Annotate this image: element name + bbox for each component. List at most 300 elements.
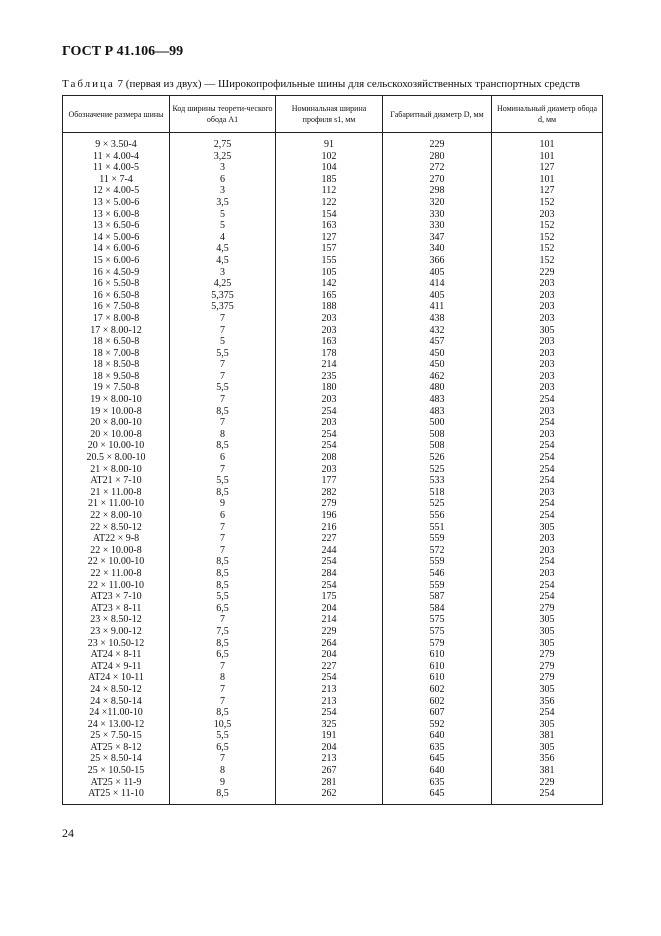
cell-overall-diameter: 438 [383, 313, 492, 325]
table-row [63, 753, 603, 765]
cell-tire-size: AT24 × 8-11 [63, 649, 170, 661]
document-header: ГОСТ Р 41.106—99 [62, 44, 184, 59]
cell-overall-diameter: 579 [383, 638, 492, 650]
cell-section-width: 165 [276, 290, 383, 302]
cell-section-width: 254 [276, 440, 383, 452]
cell-section-width: 104 [276, 162, 383, 174]
table-row [63, 510, 603, 522]
cell-rim-width-code: 4,5 [170, 255, 276, 267]
table-row [63, 742, 603, 754]
cell-section-width: 203 [276, 313, 383, 325]
cell-tire-size: 24 × 8.50-14 [63, 696, 170, 708]
table-row [63, 359, 603, 371]
table-row [63, 232, 603, 244]
cell-section-width: 102 [276, 151, 383, 163]
cell-tire-size: AT23 × 8-11 [63, 603, 170, 615]
cell-section-width: 264 [276, 638, 383, 650]
cell-rim-diameter: 203 [492, 348, 603, 360]
cell-section-width: 122 [276, 197, 383, 209]
table-row [63, 452, 603, 464]
cell-section-width: 204 [276, 649, 383, 661]
cell-rim-width-code: 9 [170, 498, 276, 510]
cell-section-width: 208 [276, 452, 383, 464]
cell-rim-diameter: 305 [492, 684, 603, 696]
cell-rim-width-code: 8 [170, 672, 276, 684]
cell-rim-width-code: 6,5 [170, 742, 276, 754]
cell-rim-width-code: 8,5 [170, 580, 276, 592]
cell-rim-diameter: 229 [492, 777, 603, 789]
cell-section-width: 254 [276, 580, 383, 592]
table-row [63, 719, 603, 731]
cell-overall-diameter: 272 [383, 162, 492, 174]
cell-overall-diameter: 347 [383, 232, 492, 244]
cell-section-width: 254 [276, 707, 383, 719]
table-row [63, 568, 603, 580]
cell-rim-width-code: 7 [170, 417, 276, 429]
table-caption-label: Таблица [62, 78, 115, 90]
cell-rim-width-code: 6 [170, 452, 276, 464]
cell-overall-diameter: 518 [383, 487, 492, 499]
cell-section-width: 105 [276, 267, 383, 279]
cell-tire-size: 22 × 10.00-10 [63, 556, 170, 568]
table-row [63, 498, 603, 510]
cell-section-width: 142 [276, 278, 383, 290]
table-row [63, 336, 603, 348]
cell-rim-diameter: 254 [492, 580, 603, 592]
cell-tire-size: 11 × 7-4 [63, 174, 170, 186]
table-row [63, 661, 603, 673]
cell-overall-diameter: 280 [383, 151, 492, 163]
cell-rim-width-code: 9 [170, 777, 276, 789]
cell-rim-diameter: 279 [492, 603, 603, 615]
table-row [63, 672, 603, 684]
table-row [63, 545, 603, 557]
cell-section-width: 284 [276, 568, 383, 580]
cell-tire-size: AT21 × 7-10 [63, 475, 170, 487]
cell-rim-diameter: 254 [492, 464, 603, 476]
cell-rim-width-code: 10,5 [170, 719, 276, 731]
header-rim-width-code: Код ширины теорети-ческого обода A1 [170, 96, 276, 133]
cell-tire-size: AT22 × 9-8 [63, 533, 170, 545]
cell-overall-diameter: 508 [383, 429, 492, 441]
cell-section-width: 155 [276, 255, 383, 267]
cell-rim-width-code: 4,25 [170, 278, 276, 290]
cell-overall-diameter: 330 [383, 209, 492, 221]
cell-rim-diameter: 279 [492, 649, 603, 661]
cell-overall-diameter: 320 [383, 197, 492, 209]
cell-rim-width-code: 7 [170, 464, 276, 476]
table-caption-text: 7 (первая из двух) — Широкопрофильные шины для сельскохозяйственных транспортных средств [114, 78, 580, 90]
cell-rim-diameter: 203 [492, 371, 603, 383]
table-row [63, 197, 603, 209]
table-row [63, 591, 603, 603]
cell-rim-width-code: 5 [170, 209, 276, 221]
cell-tire-size: AT25 × 8-12 [63, 742, 170, 754]
table-row [63, 267, 603, 279]
cell-rim-diameter: 254 [492, 556, 603, 568]
cell-section-width: 282 [276, 487, 383, 499]
cell-rim-diameter: 152 [492, 232, 603, 244]
cell-section-width: 178 [276, 348, 383, 360]
cell-section-width: 127 [276, 232, 383, 244]
cell-tire-size: 20 × 10.00-8 [63, 429, 170, 441]
table-row [63, 777, 603, 789]
cell-tire-size: 25 × 8.50-14 [63, 753, 170, 765]
cell-overall-diameter: 533 [383, 475, 492, 487]
cell-tire-size: 18 × 8.50-8 [63, 359, 170, 371]
cell-rim-diameter: 203 [492, 406, 603, 418]
cell-rim-diameter: 152 [492, 255, 603, 267]
cell-rim-diameter: 203 [492, 336, 603, 348]
cell-tire-size: 20 × 8.00-10 [63, 417, 170, 429]
cell-overall-diameter: 450 [383, 348, 492, 360]
cell-rim-diameter: 203 [492, 382, 603, 394]
cell-overall-diameter: 572 [383, 545, 492, 557]
cell-rim-width-code: 3 [170, 162, 276, 174]
table-row [63, 151, 603, 163]
cell-section-width: 157 [276, 243, 383, 255]
cell-overall-diameter: 640 [383, 730, 492, 742]
cell-tire-size: 21 × 11.00-8 [63, 487, 170, 499]
cell-overall-diameter: 405 [383, 290, 492, 302]
cell-rim-diameter: 229 [492, 267, 603, 279]
cell-section-width: 203 [276, 325, 383, 337]
cell-tire-size: 22 × 10.00-8 [63, 545, 170, 557]
cell-tire-size: 11 × 4.00-5 [63, 162, 170, 174]
cell-section-width: 112 [276, 185, 383, 197]
table-row [63, 696, 603, 708]
cell-rim-diameter: 203 [492, 290, 603, 302]
cell-rim-width-code: 4 [170, 232, 276, 244]
cell-rim-diameter: 152 [492, 197, 603, 209]
cell-rim-width-code: 8,5 [170, 568, 276, 580]
cell-rim-diameter: 203 [492, 545, 603, 557]
table-row [63, 382, 603, 394]
cell-rim-width-code: 5,5 [170, 348, 276, 360]
cell-tire-size: 16 × 6.50-8 [63, 290, 170, 302]
cell-overall-diameter: 500 [383, 417, 492, 429]
cell-rim-diameter: 203 [492, 359, 603, 371]
cell-tire-size: 24 × 13.00-12 [63, 719, 170, 731]
cell-overall-diameter: 559 [383, 533, 492, 545]
table-row [63, 162, 603, 174]
table-row [63, 464, 603, 476]
cell-section-width: 244 [276, 545, 383, 557]
cell-tire-size: 25 × 7.50-15 [63, 730, 170, 742]
cell-tire-size: 23 × 10.50-12 [63, 638, 170, 650]
cell-tire-size: 23 × 9.00-12 [63, 626, 170, 638]
cell-overall-diameter: 610 [383, 661, 492, 673]
cell-rim-diameter: 152 [492, 243, 603, 255]
cell-overall-diameter: 575 [383, 626, 492, 638]
cell-rim-diameter: 305 [492, 742, 603, 754]
cell-tire-size: 16 × 7.50-8 [63, 301, 170, 313]
cell-tire-size: 17 × 8.00-8 [63, 313, 170, 325]
cell-rim-diameter: 254 [492, 510, 603, 522]
cell-section-width: 175 [276, 591, 383, 603]
table-row [63, 788, 603, 804]
cell-overall-diameter: 551 [383, 522, 492, 534]
cell-rim-diameter: 254 [492, 788, 603, 804]
table-row [63, 290, 603, 302]
cell-section-width: 203 [276, 464, 383, 476]
cell-rim-diameter: 305 [492, 719, 603, 731]
cell-section-width: 203 [276, 417, 383, 429]
table-row [63, 185, 603, 197]
cell-rim-width-code: 5,5 [170, 730, 276, 742]
cell-overall-diameter: 483 [383, 406, 492, 418]
cell-overall-diameter: 526 [383, 452, 492, 464]
cell-overall-diameter: 546 [383, 568, 492, 580]
cell-rim-width-code: 6,5 [170, 649, 276, 661]
cell-rim-diameter: 203 [492, 533, 603, 545]
cell-rim-diameter: 254 [492, 498, 603, 510]
cell-rim-width-code: 5,5 [170, 475, 276, 487]
cell-rim-width-code: 8,5 [170, 556, 276, 568]
cell-tire-size: 15 × 6.00-6 [63, 255, 170, 267]
cell-tire-size: 21 × 8.00-10 [63, 464, 170, 476]
cell-tire-size: 13 × 6.00-8 [63, 209, 170, 221]
cell-rim-width-code: 7 [170, 313, 276, 325]
table-caption [62, 78, 602, 90]
table-row [63, 475, 603, 487]
cell-section-width: 254 [276, 556, 383, 568]
cell-overall-diameter: 229 [383, 133, 492, 151]
cell-section-width: 163 [276, 220, 383, 232]
cell-tire-size: 22 × 11.00-8 [63, 568, 170, 580]
table-row [63, 638, 603, 650]
cell-rim-diameter: 305 [492, 325, 603, 337]
cell-section-width: 254 [276, 672, 383, 684]
cell-section-width: 196 [276, 510, 383, 522]
cell-overall-diameter: 640 [383, 765, 492, 777]
cell-rim-diameter: 305 [492, 626, 603, 638]
table-row [63, 133, 603, 151]
cell-rim-diameter: 254 [492, 452, 603, 464]
cell-section-width: 185 [276, 174, 383, 186]
cell-rim-width-code: 7 [170, 371, 276, 383]
table-row [63, 684, 603, 696]
cell-overall-diameter: 366 [383, 255, 492, 267]
cell-rim-diameter: 356 [492, 753, 603, 765]
cell-section-width: 267 [276, 765, 383, 777]
table-row [63, 313, 603, 325]
cell-rim-width-code: 6,5 [170, 603, 276, 615]
header-tire-size: Обозначение размера шины [63, 96, 170, 133]
table-row [63, 371, 603, 383]
cell-overall-diameter: 450 [383, 359, 492, 371]
cell-tire-size: 11 × 4.00-4 [63, 151, 170, 163]
cell-tire-size: 14 × 6.00-6 [63, 243, 170, 255]
cell-overall-diameter: 556 [383, 510, 492, 522]
cell-tire-size: 16 × 5.50-8 [63, 278, 170, 290]
cell-rim-width-code: 8 [170, 765, 276, 777]
cell-tire-size: 21 × 11.00-10 [63, 498, 170, 510]
page-number: 24 [62, 826, 74, 840]
table-row [63, 209, 603, 221]
cell-rim-width-code: 7 [170, 394, 276, 406]
cell-overall-diameter: 610 [383, 672, 492, 684]
cell-rim-diameter: 305 [492, 638, 603, 650]
cell-overall-diameter: 635 [383, 742, 492, 754]
cell-section-width: 229 [276, 626, 383, 638]
cell-rim-diameter: 203 [492, 301, 603, 313]
table-header-row [63, 96, 603, 133]
cell-rim-width-code: 7 [170, 533, 276, 545]
cell-rim-width-code: 6 [170, 510, 276, 522]
cell-rim-width-code: 2,75 [170, 133, 276, 151]
cell-overall-diameter: 575 [383, 614, 492, 626]
cell-tire-size: 13 × 6.50-6 [63, 220, 170, 232]
cell-rim-diameter: 254 [492, 394, 603, 406]
cell-tire-size: 19 × 8.00-10 [63, 394, 170, 406]
cell-rim-width-code: 3 [170, 185, 276, 197]
cell-overall-diameter: 457 [383, 336, 492, 348]
cell-overall-diameter: 645 [383, 753, 492, 765]
table-row [63, 649, 603, 661]
table-row [63, 174, 603, 186]
cell-rim-width-code: 7 [170, 753, 276, 765]
table-row [63, 522, 603, 534]
cell-section-width: 204 [276, 603, 383, 615]
cell-rim-diameter: 279 [492, 661, 603, 673]
cell-tire-size: 16 × 4.50-9 [63, 267, 170, 279]
cell-rim-diameter: 203 [492, 568, 603, 580]
cell-rim-width-code: 3 [170, 267, 276, 279]
cell-rim-diameter: 381 [492, 730, 603, 742]
cell-rim-diameter: 203 [492, 278, 603, 290]
cell-section-width: 254 [276, 429, 383, 441]
table-row [63, 429, 603, 441]
cell-rim-width-code: 3,25 [170, 151, 276, 163]
cell-section-width: 213 [276, 753, 383, 765]
cell-tire-size: 20 × 10.00-10 [63, 440, 170, 452]
cell-rim-diameter: 101 [492, 151, 603, 163]
cell-overall-diameter: 462 [383, 371, 492, 383]
cell-overall-diameter: 298 [383, 185, 492, 197]
cell-section-width: 154 [276, 209, 383, 221]
cell-section-width: 281 [276, 777, 383, 789]
cell-rim-diameter: 279 [492, 672, 603, 684]
tire-specs-table [62, 95, 603, 805]
cell-tire-size: 25 × 10.50-15 [63, 765, 170, 777]
cell-section-width: 204 [276, 742, 383, 754]
cell-rim-width-code: 7 [170, 696, 276, 708]
cell-overall-diameter: 270 [383, 174, 492, 186]
cell-tire-size: 18 × 6.50-8 [63, 336, 170, 348]
cell-overall-diameter: 480 [383, 382, 492, 394]
cell-tire-size: 22 × 11.00-10 [63, 580, 170, 592]
cell-rim-diameter: 305 [492, 522, 603, 534]
cell-rim-diameter: 152 [492, 220, 603, 232]
table-row [63, 556, 603, 568]
cell-rim-width-code: 7 [170, 522, 276, 534]
cell-overall-diameter: 635 [383, 777, 492, 789]
cell-section-width: 235 [276, 371, 383, 383]
cell-rim-width-code: 3,5 [170, 197, 276, 209]
table-row [63, 533, 603, 545]
cell-section-width: 213 [276, 684, 383, 696]
cell-overall-diameter: 525 [383, 464, 492, 476]
cell-overall-diameter: 602 [383, 684, 492, 696]
cell-tire-size: AT25 × 11-9 [63, 777, 170, 789]
cell-tire-size: AT24 × 9-11 [63, 661, 170, 673]
cell-section-width: 227 [276, 533, 383, 545]
cell-overall-diameter: 405 [383, 267, 492, 279]
cell-section-width: 177 [276, 475, 383, 487]
cell-section-width: 325 [276, 719, 383, 731]
cell-rim-width-code: 8,5 [170, 788, 276, 804]
header-section-width: Номинальная ширина профиля s1, мм [276, 96, 383, 133]
cell-overall-diameter: 432 [383, 325, 492, 337]
cell-rim-width-code: 4,5 [170, 243, 276, 255]
cell-rim-width-code: 8,5 [170, 638, 276, 650]
table-row [63, 603, 603, 615]
cell-section-width: 216 [276, 522, 383, 534]
table-row [63, 626, 603, 638]
cell-rim-diameter: 203 [492, 313, 603, 325]
cell-section-width: 203 [276, 394, 383, 406]
cell-rim-diameter: 381 [492, 765, 603, 777]
cell-overall-diameter: 602 [383, 696, 492, 708]
table-row [63, 580, 603, 592]
cell-rim-width-code: 6 [170, 174, 276, 186]
cell-rim-width-code: 5,5 [170, 591, 276, 603]
table-body [63, 133, 603, 805]
cell-rim-width-code: 7 [170, 325, 276, 337]
table-row [63, 243, 603, 255]
table-row [63, 348, 603, 360]
cell-overall-diameter: 607 [383, 707, 492, 719]
cell-rim-diameter: 127 [492, 185, 603, 197]
cell-tire-size: 12 × 4.00-5 [63, 185, 170, 197]
cell-overall-diameter: 592 [383, 719, 492, 731]
cell-rim-diameter: 254 [492, 417, 603, 429]
cell-rim-width-code: 7 [170, 661, 276, 673]
cell-overall-diameter: 584 [383, 603, 492, 615]
header-rim-diameter: Номинальный диаметр обода d, мм [492, 96, 603, 133]
cell-tire-size: 20.5 × 8.00-10 [63, 452, 170, 464]
table-row [63, 487, 603, 499]
cell-section-width: 262 [276, 788, 383, 804]
cell-tire-size: 9 × 3.50-4 [63, 133, 170, 151]
cell-tire-size: 19 × 10.00-8 [63, 406, 170, 418]
cell-tire-size: 18 × 9.50-8 [63, 371, 170, 383]
cell-rim-diameter: 203 [492, 487, 603, 499]
cell-overall-diameter: 330 [383, 220, 492, 232]
table-row [63, 220, 603, 232]
cell-overall-diameter: 483 [383, 394, 492, 406]
table-row [63, 301, 603, 313]
table-row [63, 325, 603, 337]
cell-rim-diameter: 127 [492, 162, 603, 174]
cell-tire-size: 23 × 8.50-12 [63, 614, 170, 626]
cell-section-width: 214 [276, 359, 383, 371]
cell-overall-diameter: 587 [383, 591, 492, 603]
cell-rim-width-code: 8,5 [170, 707, 276, 719]
cell-overall-diameter: 411 [383, 301, 492, 313]
cell-overall-diameter: 340 [383, 243, 492, 255]
cell-rim-width-code: 5,375 [170, 290, 276, 302]
cell-section-width: 191 [276, 730, 383, 742]
cell-overall-diameter: 508 [383, 440, 492, 452]
cell-rim-diameter: 254 [492, 591, 603, 603]
cell-overall-diameter: 559 [383, 580, 492, 592]
cell-rim-width-code: 8,5 [170, 487, 276, 499]
cell-section-width: 213 [276, 696, 383, 708]
cell-rim-width-code: 8,5 [170, 440, 276, 452]
table-row [63, 278, 603, 290]
